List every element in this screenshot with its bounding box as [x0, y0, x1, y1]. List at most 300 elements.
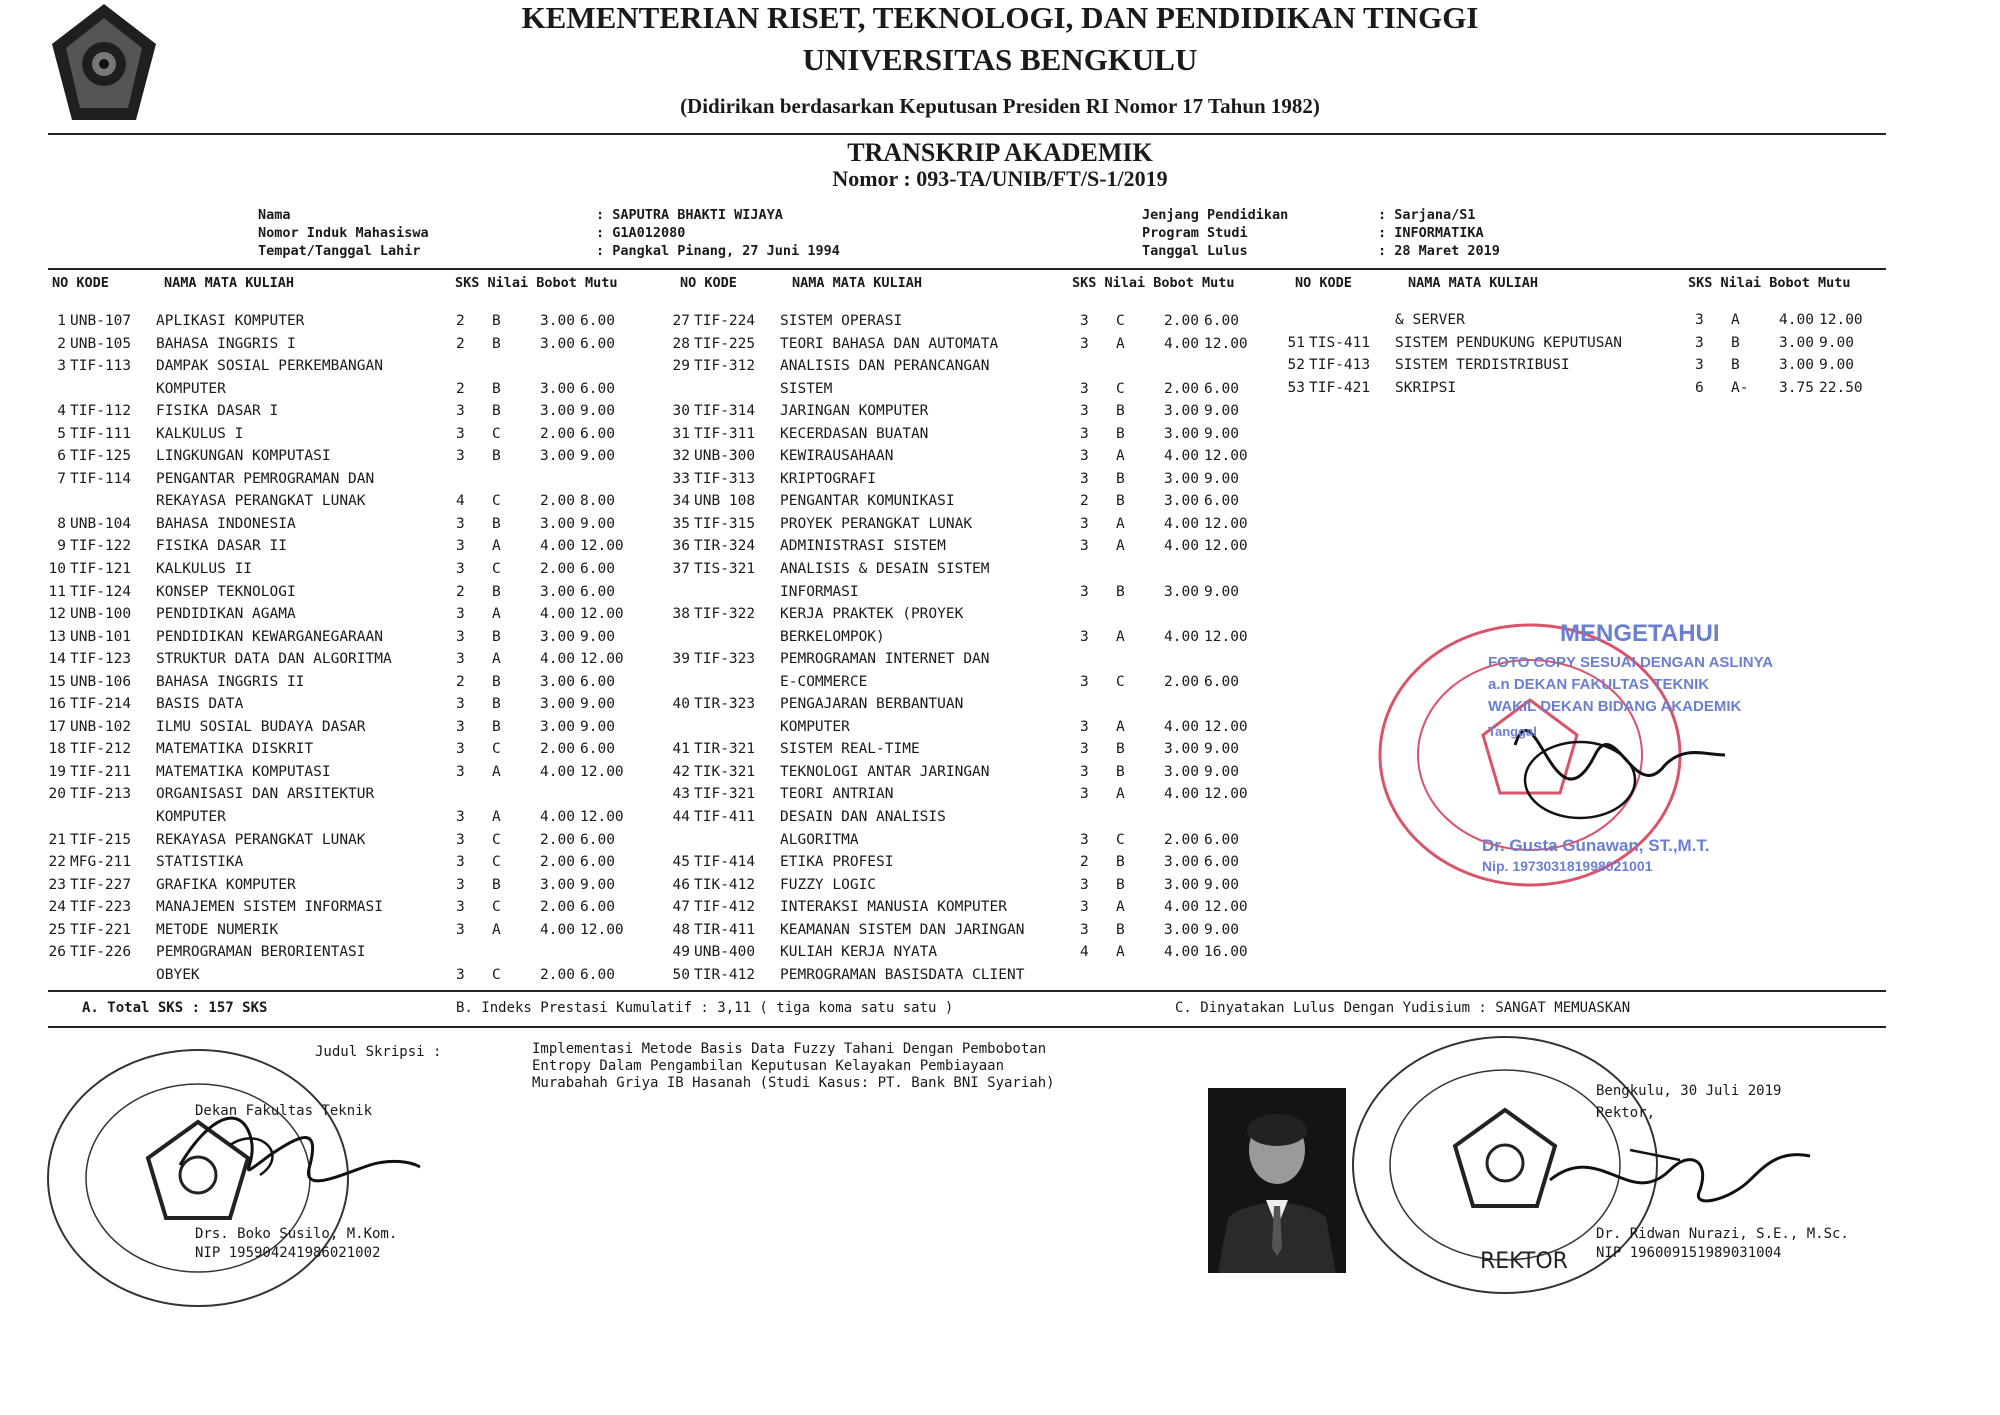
course-quality-points: 9.00 [580, 718, 615, 735]
table-row [668, 603, 1288, 626]
course-code: TIF-214 [70, 696, 132, 713]
course-sks: 3 [456, 628, 465, 645]
row-number: 43 [672, 786, 690, 803]
course-code: TIF-124 [70, 583, 132, 600]
course-grade: A [492, 606, 501, 623]
table-row [44, 761, 664, 784]
course-code: TIF-112 [70, 403, 132, 420]
course-sks: 3 [1080, 538, 1089, 555]
course-weight: 3.00 [1779, 334, 1814, 351]
course-weight: 3.00 [540, 380, 575, 397]
course-code: TIF-421 [1309, 379, 1371, 396]
course-grade: B [492, 515, 501, 532]
table-row [44, 333, 664, 356]
course-weight: 3.00 [1164, 854, 1199, 871]
course-sks: 3 [456, 561, 465, 578]
course-name: REKAYASA PERANGKAT LUNAK [156, 493, 366, 510]
row-number: 45 [672, 854, 690, 871]
course-name: KOMPUTER [780, 718, 850, 735]
course-quality-points: 12.00 [1204, 448, 1248, 465]
row-number: 10 [48, 561, 66, 578]
course-name: ANALISIS DAN PERANCANGAN [780, 358, 990, 375]
course-sks: 3 [1080, 448, 1089, 465]
course-code: UNB-300 [694, 448, 756, 465]
course-grade: C [492, 899, 501, 916]
course-code: TIR-324 [694, 538, 756, 555]
course-name: PENDIDIKAN AGAMA [156, 606, 296, 623]
table-row [44, 648, 664, 671]
table-row [668, 400, 1288, 423]
course-sks: 2 [1080, 854, 1089, 871]
course-sks: 6 [1695, 379, 1704, 396]
course-code: TIK-321 [694, 763, 756, 780]
course-sks: 2 [456, 583, 465, 600]
course-sks: 2 [456, 335, 465, 352]
course-weight: 4.00 [1164, 628, 1199, 645]
course-weight: 3.00 [1164, 741, 1199, 758]
course-quality-points: 9.00 [1204, 470, 1239, 487]
course-weight: 4.00 [1164, 448, 1199, 465]
course-sks: 3 [456, 425, 465, 442]
table-row [668, 558, 1288, 581]
course-quality-points: 9.00 [580, 403, 615, 420]
course-name: PEMROGRAMAN BERORIENTASI [156, 944, 366, 961]
row-number: 40 [672, 696, 690, 713]
course-quality-points: 6.00 [580, 380, 615, 397]
course-sks: 3 [1080, 763, 1089, 780]
course-grade: B [492, 696, 501, 713]
course-quality-points: 12.00 [580, 651, 624, 668]
course-name: SKRIPSI [1395, 379, 1457, 396]
student-info-labels-left [258, 206, 429, 260]
table-row [44, 490, 664, 513]
course-weight: 3.00 [540, 718, 575, 735]
course-weight: 3.00 [540, 335, 575, 352]
table-row [668, 423, 1288, 446]
table-row [668, 648, 1288, 671]
course-grade: B [492, 403, 501, 420]
course-code: TIR-411 [694, 921, 756, 938]
course-code: TIS-321 [694, 561, 756, 578]
row-number: 15 [48, 673, 66, 690]
course-code: UNB-105 [70, 335, 132, 352]
course-code: UNB-107 [70, 313, 132, 329]
thesis-line-3: Murabahah Griya IB Hasanah (Studi Kasus: PT. Bank BNI Syariah) [532, 1075, 1055, 1091]
row-number: 29 [672, 358, 690, 375]
course-name: LINGKUNGAN KOMPUTASI [156, 448, 331, 465]
course-code: TIF-414 [694, 854, 756, 871]
course-name: SISTEM PENDUKUNG KEPUTUSAN [1395, 334, 1622, 351]
table-row [44, 896, 664, 919]
course-code: MFG-211 [70, 854, 132, 871]
course-name: ALGORITMA [780, 831, 859, 848]
course-name: METODE NUMERIK [156, 921, 279, 938]
course-grade: B [1116, 741, 1125, 758]
row-number: 32 [672, 448, 690, 465]
course-weight: 2.00 [1164, 380, 1199, 397]
course-quality-points: 12.00 [1204, 786, 1248, 803]
course-weight: 4.00 [1164, 538, 1199, 555]
course-weight: 4.00 [540, 763, 575, 780]
row-number: 51 [1287, 334, 1305, 351]
table-row [668, 581, 1288, 604]
table-row [668, 761, 1288, 784]
student-info-labels-right [1142, 206, 1288, 260]
course-grade: B [492, 876, 501, 893]
row-number: 8 [57, 515, 66, 532]
name-label: Nama [258, 207, 291, 223]
course-quality-points: 9.00 [580, 448, 615, 465]
student-level: : Sarjana/S1 [1378, 207, 1476, 223]
course-code: TIR-321 [694, 741, 756, 758]
course-code: TIF-322 [694, 606, 756, 623]
student-info-values-left [596, 206, 840, 260]
course-weight: 3.00 [540, 628, 575, 645]
course-sks: 2 [456, 380, 465, 397]
course-quality-points: 6.00 [580, 966, 615, 983]
course-grade: A [492, 763, 501, 780]
table-row [44, 874, 664, 897]
course-name: GRAFIKA KOMPUTER [156, 876, 296, 893]
course-quality-points: 9.00 [1204, 583, 1239, 600]
row-number: 31 [672, 425, 690, 442]
course-grade: C [492, 493, 501, 510]
course-grade: B [1116, 403, 1125, 420]
course-grade: B [1116, 921, 1125, 938]
row-number: 17 [48, 718, 66, 735]
course-name: KALKULUS II [156, 561, 253, 578]
table-row [44, 535, 664, 558]
course-weight: 4.00 [1164, 515, 1199, 532]
row-number: 24 [48, 899, 66, 916]
row-number: 25 [48, 921, 66, 938]
course-grade: A [1116, 786, 1125, 803]
course-name: INFORMASI [780, 583, 859, 600]
course-sks: 3 [456, 921, 465, 938]
course-sks: 3 [1080, 380, 1089, 397]
course-weight: 3.00 [1164, 425, 1199, 442]
course-sks: 3 [456, 831, 465, 848]
course-sks: 3 [456, 448, 465, 465]
course-quality-points: 6.00 [1204, 380, 1239, 397]
stamp-official-nip: Nip. 197303181998021001 [1482, 858, 1653, 874]
course-name: KECERDASAN BUATAN [780, 425, 929, 442]
course-grade: A [492, 651, 501, 668]
course-sks: 3 [1080, 786, 1089, 803]
totals-rule [48, 1026, 1886, 1028]
course-grade: C [1116, 313, 1125, 329]
course-grade: A [1116, 944, 1125, 961]
course-name: SISTEM [780, 380, 833, 397]
course-grade: A [1116, 538, 1125, 555]
course-weight: 2.00 [540, 493, 575, 510]
table-row [1283, 309, 1903, 332]
course-quality-points: 9.00 [1204, 403, 1239, 420]
course-sks: 3 [456, 741, 465, 758]
course-quality-points: 6.00 [580, 673, 615, 690]
course-name: FISIKA DASAR II [156, 538, 287, 555]
course-name: KOMPUTER [156, 809, 226, 826]
course-name: BAHASA INGGRIS II [156, 673, 305, 690]
course-quality-points: 12.00 [1204, 335, 1248, 352]
course-quality-points: 9.00 [1204, 921, 1239, 938]
course-grade: A [1116, 899, 1125, 916]
course-grade: B [492, 718, 501, 735]
course-name: PEMROGRAMAN INTERNET DAN [780, 651, 990, 668]
course-sks: 2 [456, 313, 465, 329]
course-grade: C [1116, 831, 1125, 848]
dean-nip: NIP 195904241986021002 [195, 1245, 381, 1261]
course-name: MANAJEMEN SISTEM INFORMASI [156, 899, 383, 916]
course-grade: A [1116, 718, 1125, 735]
course-sks: 3 [456, 899, 465, 916]
course-quality-points: 12.00 [1204, 538, 1248, 555]
course-sks: 3 [1080, 515, 1089, 532]
course-code: TIF-226 [70, 944, 132, 961]
yudisium-summary: C. Dinyatakan Lulus Dengan Yudisium : SANGAT MEMUASKAN [1175, 1000, 1631, 1016]
table-row [668, 783, 1288, 806]
course-code: TIF-114 [70, 470, 132, 487]
course-name: ETIKA PROFESI [780, 854, 894, 871]
course-quality-points: 12.00 [1819, 312, 1863, 328]
stamp-on-behalf: a.n DEKAN FAKULTAS TEKNIK [1488, 676, 1710, 693]
course-code: TIF-323 [694, 651, 756, 668]
course-grade: B [1116, 425, 1125, 442]
course-grade: A [1116, 448, 1125, 465]
course-weight: 3.00 [1164, 583, 1199, 600]
course-quality-points: 6.00 [580, 854, 615, 871]
course-sks: 3 [456, 606, 465, 623]
program-label: Program Studi [1142, 225, 1248, 241]
course-name: REKAYASA PERANGKAT LUNAK [156, 831, 366, 848]
table-row [44, 445, 664, 468]
row-number: 37 [672, 561, 690, 578]
table-row [668, 468, 1288, 491]
rector-name: Dr. Ridwan Nurazi, S.E., M.Sc. [1596, 1226, 1849, 1242]
table-row [668, 333, 1288, 356]
row-number: 18 [48, 741, 66, 758]
table-row [44, 941, 664, 964]
table-row [44, 310, 664, 333]
course-code: TIF-321 [694, 786, 756, 803]
course-weight: 4.00 [540, 651, 575, 668]
course-grade: A [492, 538, 501, 555]
course-code: TIF-113 [70, 358, 132, 375]
course-grade: C [492, 741, 501, 758]
stamp-mengetahui: MENGETAHUI [1560, 620, 1720, 647]
course-weight: 2.00 [1164, 313, 1199, 329]
course-sks: 3 [1080, 628, 1089, 645]
table-row [668, 716, 1288, 739]
course-grade: B [1116, 876, 1125, 893]
course-weight: 3.00 [1779, 357, 1814, 374]
course-grade: C [1116, 380, 1125, 397]
course-code: TIR-323 [694, 696, 756, 713]
course-sks: 3 [1695, 357, 1704, 374]
course-name: SISTEM REAL-TIME [780, 741, 920, 758]
course-grade: A [1116, 628, 1125, 645]
course-name: SISTEM TERDISTRIBUSI [1395, 357, 1570, 374]
course-quality-points: 9.00 [1819, 334, 1854, 351]
svg-text:REKTOR: REKTOR [1480, 1249, 1568, 1274]
col3-header-nama: NAMA MATA KULIAH [1408, 275, 1539, 291]
table-row [668, 738, 1288, 761]
table-row [44, 851, 664, 874]
course-code: TIF-211 [70, 763, 132, 780]
course-name: ORGANISASI DAN ARSITEKTUR [156, 786, 375, 803]
course-name: & SERVER [1395, 312, 1465, 328]
table-row [668, 806, 1288, 829]
course-quality-points: 9.00 [580, 696, 615, 713]
course-quality-points: 6.00 [580, 313, 615, 329]
row-number: 50 [672, 966, 690, 983]
dean-title: Dekan Fakultas Teknik [195, 1103, 373, 1119]
course-sks: 3 [456, 809, 465, 826]
founding-statement: (Didirikan berdasarkan Keputusan Presiden RI Nomor 17 Tahun 1982) [680, 94, 1320, 118]
course-name: SISTEM OPERASI [780, 313, 903, 329]
course-sks: 3 [456, 515, 465, 532]
course-sks: 3 [1080, 313, 1089, 329]
table-row [1283, 354, 1903, 377]
course-grade: B [1731, 357, 1740, 374]
birth-label: Tempat/Tanggal Lahir [258, 243, 421, 259]
course-name: ADMINISTRASI SISTEM [780, 538, 946, 555]
course-quality-points: 9.00 [1204, 425, 1239, 442]
row-number: 2 [57, 335, 66, 352]
course-weight: 3.00 [540, 403, 575, 420]
course-weight: 4.00 [1164, 899, 1199, 916]
course-sks: 3 [456, 876, 465, 893]
course-weight: 3.00 [540, 313, 575, 329]
course-quality-points: 9.00 [580, 515, 615, 532]
course-code: TIF-125 [70, 448, 132, 465]
course-weight: 4.00 [1164, 944, 1199, 961]
row-number: 30 [672, 403, 690, 420]
course-name: PROYEK PERANGKAT LUNAK [780, 515, 973, 532]
course-weight: 3.00 [1164, 876, 1199, 893]
course-name: KRIPTOGRAFI [780, 470, 877, 487]
course-name: KEWIRAUSAHAAN [780, 448, 894, 465]
table-row [44, 671, 664, 694]
course-quality-points: 9.00 [580, 628, 615, 645]
course-quality-points: 12.00 [580, 763, 624, 780]
course-sks: 3 [1695, 312, 1704, 328]
table-row [668, 355, 1288, 378]
course-quality-points: 12.00 [580, 809, 624, 826]
course-grade: A [1116, 515, 1125, 532]
table-row [668, 535, 1288, 558]
table-row [668, 874, 1288, 897]
course-name: STRUKTUR DATA DAN ALGORITMA [156, 651, 392, 668]
row-number: 6 [57, 448, 66, 465]
course-quality-points: 16.00 [1204, 944, 1248, 961]
course-sks: 3 [456, 696, 465, 713]
course-weight: 2.00 [540, 854, 575, 871]
course-quality-points: 6.00 [580, 583, 615, 600]
course-name: ILMU SOSIAL BUDAYA DASAR [156, 718, 366, 735]
table-row [1283, 377, 1903, 400]
row-number: 1 [57, 313, 66, 329]
course-code: TIF-121 [70, 561, 132, 578]
row-number: 36 [672, 538, 690, 555]
row-number: 12 [48, 606, 66, 623]
course-code: TIR-412 [694, 966, 756, 983]
row-number: 44 [672, 809, 690, 826]
course-quality-points: 9.00 [1204, 741, 1239, 758]
course-name: E-COMMERCE [780, 673, 868, 690]
col1-header-no-kode: NO KODE [52, 275, 109, 291]
course-weight: 2.00 [540, 966, 575, 983]
document-number: Nomor : 093-TA/UNIB/FT/S-1/2019 [832, 166, 1168, 191]
col1-header-sks: SKS Nilai Bobot Mutu [455, 275, 618, 291]
row-number: 20 [48, 786, 66, 803]
document-title: TRANSKRIP AKADEMIK [847, 138, 1153, 167]
course-code: UNB-400 [694, 944, 756, 961]
row-number: 7 [57, 470, 66, 487]
col2-header-sks: SKS Nilai Bobot Mutu [1072, 275, 1235, 291]
course-quality-points: 9.00 [1819, 357, 1854, 374]
course-sks: 3 [1080, 718, 1089, 735]
nim-label: Nomor Induk Mahasiswa [258, 225, 429, 241]
course-code: TIF-411 [694, 809, 756, 826]
table-row [1283, 332, 1903, 355]
row-number: 28 [672, 335, 690, 352]
course-sks: 3 [1080, 831, 1089, 848]
course-grade: C [492, 854, 501, 871]
course-sks: 3 [1080, 335, 1089, 352]
row-number: 35 [672, 515, 690, 532]
table-row [44, 783, 664, 806]
course-quality-points: 9.00 [1204, 763, 1239, 780]
course-code: TIF-314 [694, 403, 756, 420]
course-sks: 4 [456, 493, 465, 510]
course-code: TIF-227 [70, 876, 132, 893]
course-code: TIF-213 [70, 786, 132, 803]
course-grade: B [492, 448, 501, 465]
course-name: FISIKA DASAR I [156, 403, 279, 420]
table-row [44, 693, 664, 716]
course-grade: C [1116, 673, 1125, 690]
table-row [44, 513, 664, 536]
course-code: TIF-412 [694, 899, 756, 916]
table-row [668, 829, 1288, 852]
table-row [44, 400, 664, 423]
course-quality-points: 9.00 [580, 876, 615, 893]
course-code: TIS-411 [1309, 334, 1371, 351]
table-row [44, 964, 664, 987]
course-name: PENGAJARAN BERBANTUAN [780, 696, 964, 713]
student-name: : SAPUTRA BHAKTI WIJAYA [596, 207, 783, 223]
course-name: TEORI BAHASA DAN AUTOMATA [780, 335, 999, 352]
course-grade: B [492, 335, 501, 352]
course-sks: 3 [456, 718, 465, 735]
thesis-label: Judul Skripsi : [315, 1044, 442, 1060]
ministry-heading: KEMENTERIAN RISET, TEKNOLOGI, DAN PENDIDIKAN TINGGI [521, 0, 1479, 35]
course-grade: B [1116, 763, 1125, 780]
row-number: 48 [672, 921, 690, 938]
course-sks: 3 [456, 966, 465, 983]
row-number: 47 [672, 899, 690, 916]
course-weight: 4.00 [540, 606, 575, 623]
course-sks: 3 [456, 854, 465, 871]
course-grade: B [1116, 583, 1125, 600]
col2-header-nama: NAMA MATA KULIAH [792, 275, 923, 291]
col1-header-nama: NAMA MATA KULIAH [164, 275, 295, 291]
course-name: TEORI ANTRIAN [780, 786, 894, 803]
course-code: TIF-315 [694, 515, 756, 532]
total-sks: A. Total SKS : 157 SKS [82, 1000, 268, 1016]
course-name: JARINGAN KOMPUTER [780, 403, 929, 420]
